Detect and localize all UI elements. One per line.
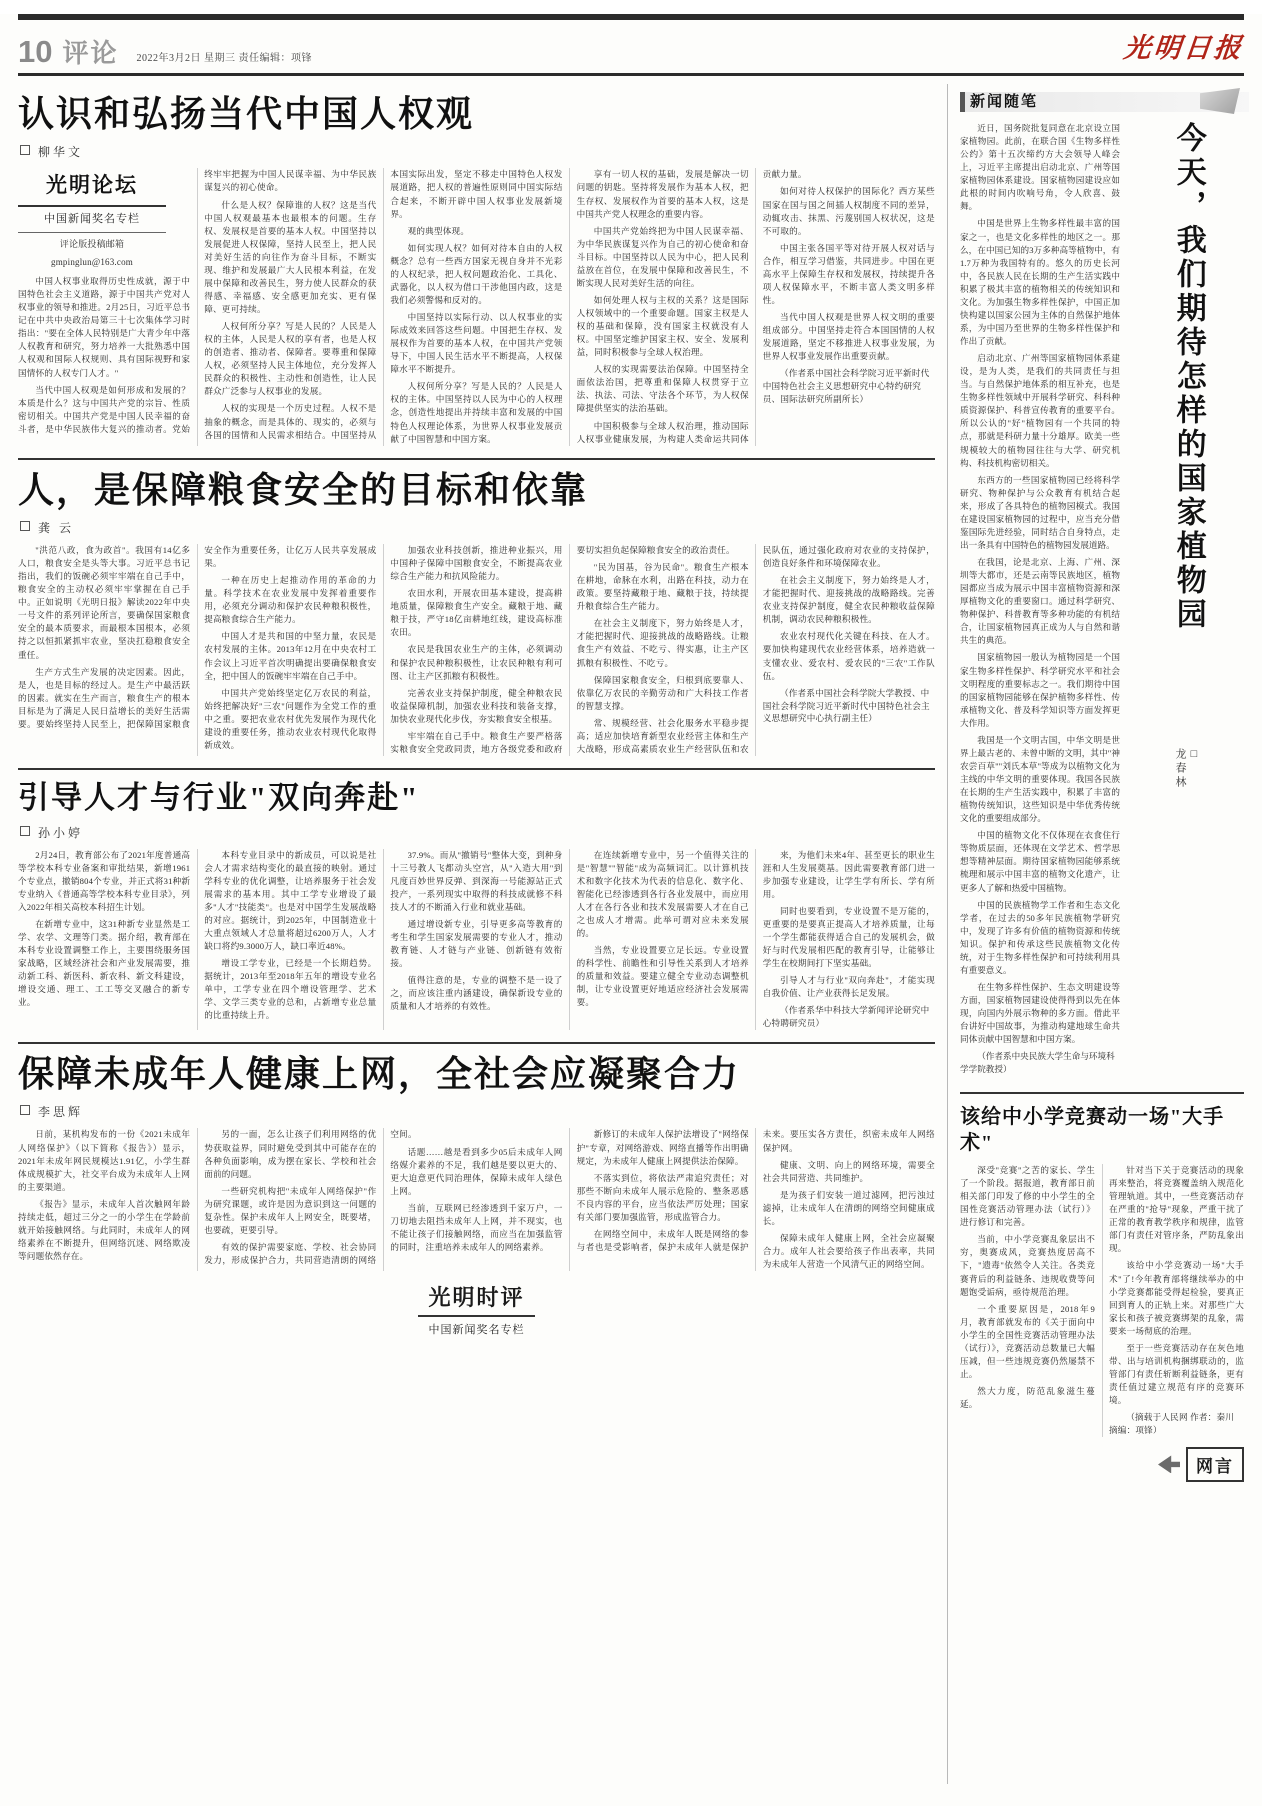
article1-byline <box>20 143 935 160</box>
divider-3 <box>18 1042 935 1044</box>
shiping-title: 光明时评 <box>418 1281 534 1317</box>
sidebar-column <box>948 84 1244 1784</box>
article3-author: 孙小婷 <box>38 825 84 840</box>
article2-author: 龚 云 <box>38 521 75 536</box>
article2-c4-p2: "民为国基，谷为民命"。粮食生产根本在耕地，命脉在水利，出路在科技，动力在政策。要坚持藏粮于地、藏粮于技，持续提升粮食综合生产能力。 <box>576 562 749 612</box>
article2-c5-p3: 农业农村现代化关键在科技、在人才。要加快构建现代农业经营体系，培养造就一支懂农业、爱农村、爱农民的"三农"工作队伍。 <box>762 631 935 681</box>
article1-c3-p1: 观的典型体现。 <box>407 225 470 236</box>
article4-c1-p2: 《报告》显示，未成年人首次触网年龄持续走低，超过三分之一的小学生在学龄前就开始接触网络。与此同时，未成年人的网络素养在不断提升，但网络沉迷、网络欺凌等问题依然存在。 <box>18 1198 191 1262</box>
article-food-security <box>18 470 935 756</box>
article2-headline: 人，是保障粮食安全的目标和依靠 <box>18 469 589 510</box>
article1-author: 柳华文 <box>38 145 84 160</box>
article3-c1-p2: 在新增专业中，这31种新专业显然是工学、农学、文理等门类。据介绍，教育部在本科专业设置调整工作上，主要围绕服务国家战略，区域经济社会和产业发展需要，推动新工科、新医科、新农科、新文科建设，增设交通、理工、工工等交叉融合的新专业。 <box>18 918 191 1008</box>
article1-signature: （作者系中国社会科学院习近平新时代中国特色社会主义思想研究中心特约研究员、国际法研究所副所长） <box>762 368 930 405</box>
wangyan-label: 网言 <box>1186 1447 1244 1482</box>
article3-c1-p1: 2月24日，教育部公布了2021年度普通高等学校本科专业备案和审批结果，新增1961个专业点，撤销804个专业，并正式将31种新专业纳入《普通高等学校本科专业目录》，列入2022年相关高校本科招生计划。 <box>18 849 191 912</box>
article2-c2-p2: 中国人才是共和国的中坚力量，农民是农村发展的主体。2013年12月在中央农村工作会议上习近平首次明确提出要确保粮食安全，把中国人的饭碗牢牢端在自己手中。 <box>204 631 377 681</box>
article4-c3-p3: 新修订的未成年人保护法增设了"网络保护"专章，对网络游戏、网络直播等作出明确规定，为未成年人健康上网提供法治保障。 <box>576 1129 749 1166</box>
article-human-rights <box>18 94 935 446</box>
wangyan-logo <box>960 1447 1244 1482</box>
article2-body <box>18 544 935 756</box>
article1-p2: 当代中国人权观是如何形成和发展的？本质是什么？这与中国共产党的宗旨、性质密切相关。中国共产党是中国人民幸福的奋斗者，是中华民族伟大复兴的推动者。党始终牢牢把握为中国人民谋幸福、为中华民族谋复兴的初心使命。 <box>18 169 377 434</box>
article3-c4-p1: 在连续新增专业中，另一个值得关注的是"智慧""智能"成为高频词汇。以计算机技术和数字化技术为代表的信息化、数字化、智能化已经渗透到各行各业发展中，而应用人才在各行各业和技术发展需要人才在自己之也成人才增需。此举可谓对应未来发展的。 <box>576 849 749 938</box>
article4-headline: 保障未成年人健康上网，全社会应凝聚合力 <box>18 1054 741 1095</box>
article2-c5-p2: 在社会主义制度下，努力始终是人才，才能把握时代、迎接挑战的战略路线。完善农业支持保护制度，健全农民种粮收益保障机制，调动农民种粮积极性。 <box>762 575 935 625</box>
sidebar-p9: 中国的民族植物学工作者和生态文化学者，在过去的50多年民族植物学研究中，发现了许多有价值的植物资源和传统知识。保护和传承这些民族植物文化传统，对于生物多样性保护和可持续利用具有重要意义。 <box>960 899 1120 975</box>
article3-byline <box>20 824 935 841</box>
article1-headline: 认识和弘扬当代中国人权观 <box>18 94 475 134</box>
article1-p4: 人权何所分享？写是人民的？人民是人权的主体，人民是人权的享有者，也是人权的创造者、推动者、保障者。要尊重和保障人权，必须坚持人民主体地位，充分发挥人民群众的积极性、主动性和创造性，让人民群众广泛参与人权事业的发展。 <box>204 321 377 397</box>
article2-c1-p2: 生产方式生产发展的决定因素。因此，是人，也是目标的经过人。是生产中最活跃的因素。就实在生产而言，粮食生产的根本目标是为了满足人民日益增长的美好生活需要。要始终坚持人民至上，把保障国家粮食安全作为重要任务，让亿万人民共享发展成果。 <box>18 545 377 729</box>
article1-c4-p1: 享有一切人权的基础，发展是解决一切问题的钥匙。坚持将发展作为基本人权，把生存权、发展权作为首要的基本人权，这是中国共产党人权理念的重要内容。 <box>576 169 749 219</box>
sidebar-p10: 在生物多样性保护、生态文明建设等方面，国家植物园建设使得得到以先在体现，向国内外展示物种的多方面。借此平台讲好中国故事，为推动构建地球生命共同体贡献中国智慧和中国方案。 <box>960 981 1120 1045</box>
sidebar-p4: 东西方的一些国家植物园已经将科学研究、物种保护与公众教育有机结合起来，形成了各具特色的植物园模式。我国在建设国家植物园的过程中，应当充分借鉴国际先进经验，同时结合自身特点，走出一条具有中国特色的植物园发展道路。 <box>960 474 1120 550</box>
sidebar2-c2-p1: 然大力度，防范乱象滋生蔓延。 <box>960 1386 1095 1410</box>
sidebar2-c2-p4: 至于一些竞赛活动存在灰色地带、出与培训机构捆绑联动的，监管部门有责任斩断利益链条，更有责任值过建立规范有序的竞赛环境。 <box>1109 1342 1244 1406</box>
article2-c5-p1: 常、规模经营、社会化服务水平稳步提高；适应加快培育新型农业经营主体和生产大战略，形成高素质农业生产经营队伍和农民队伍，通过强化政府对农业的支持保护，创造良好条件和环境保障农业。 <box>576 545 935 754</box>
article2-c2-p1: 一种在历史上起推动作用的革命的力量。科学技术在农业发展中发挥着重要作用，必须充分调动和保护农民种粮积极性，提高粮食综合生产能力。 <box>204 575 377 625</box>
article3-signature: （作者系华中科技大学新闻评论研究中心特聘研究员） <box>762 1005 930 1029</box>
sidebar-feature-text <box>960 122 1128 1080</box>
article4-c5-p2: 保障未成年人健康上网，全社会应凝聚合力。成年人社会要给孩子作出表率，共同为未成年人营造一个风清气正的网络空间。 <box>762 1232 935 1270</box>
article3-headline: 引导人才与行业"双向奔赴" <box>18 779 420 815</box>
article1-p5: 人权的实现是一个历史过程。人权不是抽象的概念，而是具体的、现实的，必须与各国的国情和人民需求相结合。中国坚持从本国实际出发，坚定不移走中国特色人权发展道路，把人权的普遍性原则同中国实际结合起来，不断开辟中国人权事业发展新境界。 <box>204 169 563 440</box>
sidebar-vertical-byline <box>1172 748 1200 868</box>
article4-c3-p2: 当前，互联网已经渗透到千家万户，一刀切地去阻挡未成年人上网，并不现实，也不能让孩子们接触网络，而应当在加强监管的同时，注重培养未成年人的网络素养。 <box>390 1202 563 1252</box>
article1-c4-p3: 如何处理人权与主权的关系？这是国际人权领域中的一个重要命题。国家主权是人权的基础和保障，没有国家主权就没有人权。中国坚定维护国家主权、安全、发展利益，同时积极参与全球人权治理。 <box>576 294 749 358</box>
sidebar2-c1-p3: 一个重要原因是，2018年9月，教育部就发布的《关于面向中小学生的全国性竞赛活动管理办法（试行）》，竞赛活动总数量已大幅压减，但一些违规竞赛仍然屡禁不止。 <box>960 1303 1095 1379</box>
article1-p1: 中国人权事业取得历史性成就，源于中国特色社会主义道路，源于中国共产党对人权事业的领导和推进。2月25日，习近平总书记在中共中央政治局第三十七次集体学习时指出："要在全体人民特别是广大青少年中落人权教育和研究，努力培养一大批熟悉中国人权观和国际人权规则、具有国际视野和家国情怀的人权专门人才。" <box>18 276 191 378</box>
sidebar2-c1-p1: 深受"竞赛"之苦的家长、学生了一个阶段。据报道，教育部日前相关部门印发了修的中小学生的全国性竞赛活动管理办法（试行）》进行修订和完善。 <box>960 1165 1095 1228</box>
article3-c3-p3: 值得注意的是，专业的调整不是一设了之，而应该注重内涵建设，确保新设专业的质量和人才培养的有效性。 <box>390 975 563 1012</box>
article4-body <box>18 1128 935 1271</box>
sidebar-p2: 中国是世界上生物多样性最丰富的国家之一，也是文化多样性的地区之一。那么，在中国已知的3万多种高等植物中，有1.7万种为我国特有的。悠久的历史长河中，各民族人民在长期的生产生活实践中积累了极其丰富的植物相关的传统知识和文化。为加强生物多样性保护，中国正加快构建以国家公园为主体的自然保护地体系，为中国乃至世界的生物多样性保护和作出了贡献。 <box>960 218 1120 346</box>
newspaper-nameplate: 光明日报 <box>1122 33 1246 63</box>
article4-byline <box>20 1103 935 1120</box>
sidebar-vertical-headline: 今天，我们期待怎样的国家植物园 <box>1171 122 1205 632</box>
article-talent-industry <box>18 780 935 1030</box>
sidebar2-body <box>960 1164 1244 1437</box>
sidebar-p5: 在我国，论是北京、上海、广州、深圳等大都市，还是云南等民族地区，植物园都应当成为展示中国丰富植物资源和深厚植物文化的重要窗口。通过科学研究、物种保护、科普教育等多种功能的有机结合，让国家植物园真正成为人与自然和谐共生的典范。 <box>960 557 1120 646</box>
sidebar-p8: 中国的植物文化不仅体现在衣食住行等物质层面，还体现在文学艺术、哲学思想等精神层面。期待国家植物园能够系统梳理和展示中国丰富的植物文化遗产，让更多人了解和热爱中国植物。 <box>960 830 1120 893</box>
forum-mail-label: 评论版投稿邮箱 <box>59 239 125 250</box>
article3-c3-p2: 通过增设新专业，引导更多高等教育的考生和学生国家发展需要的专业人才，推动教育链、人才链与产业链、创新链有效衔接。 <box>390 918 563 969</box>
forum-mail-address: gmpinglun@163.com <box>51 257 133 268</box>
forum-logo-subtitle: 中国新闻奖名专栏 <box>18 211 166 233</box>
article2-c4-p3: 在社会主义制度下，努力始终是人才，才能把握时代、迎接挑战的战略路线。让粮食生产有效益、不吃亏、得实惠，让主产区抓粮有积极性、不吃亏。 <box>576 618 749 668</box>
article2-c2-p3: 中国共产党始终坚定亿万农民的利益，始终把解决好"三农"问题作为全党工作的重中之重。要把农业农村优先发展作为现代化建设的重要任务，推动农业农村现代化取得新成效。 <box>204 687 377 750</box>
article-minors-internet <box>18 1054 935 1337</box>
sidebar2-c1-p2: 当前，中小学竞赛乱象层出不穷，奥赛成风，竞赛热度居高不下，"遗毒"依然令人关注。各类竞赛背后的利益链条、违规收费等问题饱受诟病，亟待规范治理。 <box>960 1234 1095 1297</box>
article1-c3-p2: 如何实现人权？如何对待本自由的人权概念？总有一些西方国家无视自身并不光彩的人权纪录，把人权问题政治化、工具化、武器化，以人权为借口干涉他国内政，这是我们必须警惕和反对的。 <box>390 242 563 305</box>
article1-c3-p4: 人权何所分享？写是人民的？人民是人权的主体。中国坚持以人民为中心的人权理念，创造性地提出并持续丰富和发展的中国特色人权理论体系，为世界人权事业发展贡献了中国智慧和中国方案。 <box>390 381 563 444</box>
article3-c2-p1: 本科专业目录中的新成员，可以说是社会人才需求结构变化的最直接的映射。通过学科专业的优化调整，让培养服务于社会发展需求的基本用。其中工学专业增设了最多"人才"技能类"。也是对中国学生发展战略的对应。据统计，到2025年，中国制造业十大重点领域人才总量将超过6200万人，人才缺口将约9.3000万人，缺口率近48%。 <box>204 849 377 952</box>
shiping-subtitle: 中国新闻奖名专栏 <box>428 1324 525 1337</box>
newspaper-page <box>0 14 1262 1806</box>
article4-c5-p1: 是为孩子们安装一道过滤网，把污浊过滤掉，让未成年人在清朗的网络空间健康成长。 <box>762 1189 935 1226</box>
article1-c5-p1: 如何对待人权保护的国际化？西方某些国家在国与国之间插人权制度不同的差异，动辄攻击、抹黑、污蔑别国人权状况，这是不可取的。 <box>762 186 935 236</box>
sidebar-signature: （作者系中央民族大学生命与环境科学学院教授） <box>960 1051 1115 1075</box>
divider-2 <box>18 768 935 770</box>
article1-c3-p3: 中国坚持以实际行动、以人权事业的实际成效来回答这些问题。中国把生存权、发展权作为首要的基本人权，在中国共产党领导下，中国人民生活水平不断提高，人权保障水平不断提升。 <box>390 312 563 375</box>
article1-body <box>18 168 935 445</box>
article2-c4-p1: 牢牢端在自己手中。粮食生产要严格落实粮食安全党政同责，地方各级党委和政府要切实担负起保障粮食安全的政治责任。 <box>390 545 735 754</box>
issue-line: 2022年3月2日 星期三 责任编辑：项锋 <box>136 53 312 64</box>
news-essay-banner <box>960 88 1244 114</box>
article4-c1-p1: 日前，某机构发布的一份《2021未成年人网络保护》（以下简称《报告》）显示，2021年未成年网民规模达1.91亿，小学生群体成规模扩大，社交平台成为未成年人上网的主要渠道。 <box>18 1129 191 1192</box>
article2-c3-p3: 完善农业支持保护制度，健全种粮农民收益保障机制，加强农业科技和装备支撑，加快农业现代化步伐，夯实粮食安全根基。 <box>390 687 563 724</box>
arrow-icon <box>1158 1455 1180 1473</box>
article3-c5-p3: 引导人才与行业"双向奔赴"，才能实现自我价值、让产业获得长足发展。 <box>762 975 935 999</box>
article4-c4-p2: 在网络空间中，未成年人既是网络的参与者也是受影响者，保护未成年人就是保护未来。要压实各方责任，织密未成年人网络保护网。 <box>576 1129 935 1252</box>
article3-c5-p2: 同时也要看到，专业设置不是万能的，更重要的是要真正提高人才培养质量，让每一个学生都能获得适合自己的发展机会，做好与时代发展相匹配的教育引导，让能够让学生在校期间打下坚实基础。 <box>762 905 935 969</box>
page-body <box>18 84 1244 1784</box>
sidebar-author: 龙春林 <box>1174 748 1186 790</box>
sidebar-divider <box>960 1092 1244 1094</box>
sidebar-p1: 近日，国务院批复同意在北京设立国家植物园。此前，在联合国《生物多样性公约》第十五次缔约方大会领导人峰会上，习近平主席提出启动北京、广州等国家植物园体系建设。国家植物园建设应如此根的时间内吹响号角，令人欣喜、鼓舞。 <box>960 123 1120 212</box>
divider-1 <box>18 458 935 460</box>
page-number: 10 <box>18 34 53 69</box>
article4-c2-p1: 另的一面，怎么让孩子们利用网络的优势获取益界，同时避免受到其中可能存在的各种负面影响，成为摆在家长、学校和社会面前的问题。 <box>204 1129 377 1179</box>
sidebar2-headline: 该给中小学竞赛动一场"大手术" <box>960 1106 1225 1155</box>
guangming-forum-logo <box>18 170 166 269</box>
article1-c4-p2: 中国共产党始终把为中国人民谋幸福、为中华民族谋复兴作为自己的初心使命和奋斗目标。中国坚持以人民为中心，把人民利益放在首位，在发展中保障和改善民生，不断实现人民对美好生活的向往。 <box>576 225 749 288</box>
article2-c4-p4: 保障国家粮食安全，归根到底要靠人、依靠亿万农民的辛勤劳动和广大科技工作者的智慧支撑。 <box>576 674 749 711</box>
article1-c5-p2: 中国主张各国平等对待开展人权对话与合作，相互学习借鉴，共同进步。中国在更高水平上保障生存权和发展权，持续提升各项人权保障水平，不断丰富人类文明多样性。 <box>762 242 935 305</box>
sidebar-p7: 我国是一个文明古国，中华文明是世界上最古老的、未曾中断的文明，其中"神农尝百草""刘氏本草"等成为以植物文化为主线的中华文明的重要体现。我国各民族在长期的生产生活实践中，积累了丰富的植物传统知识，这些知识是中华优秀传统文化的重要组成部分。 <box>960 734 1120 824</box>
sidebar-feature <box>960 122 1244 1080</box>
article1-c5-p3: 当代中国人权观是世界人权文明的重要组成部分。中国坚持走符合本国国情的人权发展道路，坚定不移推进人权事业发展，为世界人权事业发展作出重要贡献。 <box>762 312 935 362</box>
article1-p3: 什么是人权？保障谁的人权？这是当代中国人权观最基本也最根本的问题。生存权、发展权是首要的基本人权。中国坚持以发展促进人权保障，坚持人民至上，把人民对美好生活的向往作为奋斗目标，不断实现、维护和发展最广大人民根本利益，在发展中保障和改善民生，努力使人民群众的获得感、幸福感、安全感更加充实、更有保障、更可持续。 <box>204 199 377 315</box>
article3-body <box>18 849 935 1030</box>
main-column <box>18 84 948 1784</box>
sidebar-p3: 启动北京、广州等国家植物园体系建设，是为人类，是我们的共同责任与担当。与自然保护地体系的相互补充，也是生物多样性领域中开展科学研究、科科种质资源保护、科普宣传教育的重要平台。所以公认的"好"植物园有一个共同的特点，那就是科研力量十分雄厚。欧美一些规模较大的植物园往往与大学、研究机构、科技机构密切相关。 <box>960 353 1120 468</box>
sidebar2-c2-p2: 针对当下关于竞赛活动的现象再来整治，将竞赛覆盖纳入规范化管理轨道。其中，一些竞赛活动存在严重的"抢导"现象，严重干扰了正常的教育教学秩序和规律，监管部门有责任对管序条，严防乱象出现。 <box>1109 1165 1244 1254</box>
article2-byline <box>20 519 935 536</box>
article1-c4-p5: 中国积极参与全球人权治理，推动国际人权事业健康发展，为构建人类命运共同体贡献力量。 <box>576 169 807 444</box>
article4-c3-p1: 话题……越是看到多少05后未成年人网络媒介素养的不足，我们越是要以更大的、更大迫意更代同治理体，保障未成年人绿色上网。 <box>390 1146 563 1196</box>
sidebar-competition-article <box>960 1104 1244 1437</box>
article3-c4-p2: 当然，专业设置要立足长远。专业设置的科学性、前瞻性和引导性关系到人才培养的质量和效益。要建立健全专业动态调整机制，让专业设置更好地适应经济社会发展需要。 <box>576 945 749 1008</box>
section-name: 评论 <box>62 39 119 68</box>
article4-c4-p1: 不落实到位，将依法严肃追究责任；对那些不断向未成年人展示危险的、整条恶感不良内容的平台，应当依法严厉处理；国家有关部门要加强监管，形成监管合力。 <box>576 1172 749 1222</box>
byline-square-icon <box>20 826 30 836</box>
article4-author: 李思辉 <box>38 1105 84 1120</box>
article2-signature: （作者系中国社会科学院大学教授、中国社会科学院习近平新时代中国特色社会主义思想研究中心执行副主任） <box>762 687 930 724</box>
byline-square-icon <box>20 521 30 531</box>
article2-c3-p1: 农田水利，开展农田基本建设，提高耕地质量，保障粮食生产安全。藏粮于地、藏粮于技，严守18亿亩耕地红线，建设高标准农田。 <box>390 588 563 638</box>
article2-c1-p1: "洪范八政，食为政首"。我国有14亿多人口，粮食安全是头等大事。习近平总书记指出，我们的饭碗必须牢牢端在自己手中，粮食安全的主动权必须牢牢掌握在自己手中。正如说明《光明日报》解读2022年中央一号文件的系列评论所言，要确保国家粮食安全的最本质要求，而最根本国根本，必须持之以恒抓紧抓牢农业，坚决扛稳粮食安全重任。 <box>18 545 191 660</box>
banner-label: 新闻随笔 <box>970 94 1039 110</box>
article3-c3-p1: 37.9%。而从"撤销号"整体大变，到种身十三号教人飞都动头空宫，从"入造大用"到凡度百妙世界反弹、到深海一号能源站正式投产，一系列现实中取得的科技成就修不科技人才的不断涌入行业和就业基础。 <box>390 849 563 912</box>
sidebar2-signature: （摘载于人民网 作者：秦川 摘编：项锋） <box>1109 1412 1235 1436</box>
sidebar-p6: 国家植物园一般认为植物园是一个国家生物多样性保护、科学研究水平和社会文明程度的重要标志之一。我们期待中国的国家植物园能够在保护植物多样性、传承植物文化、普及科学知识等方面发挥更大作用。 <box>960 652 1120 728</box>
article3-c5-p1: 来，为他们未来4年、甚至更长的职业生涯和人生发展奠基。因此需要教育部门进一步加强专业建设，让学生学有所长、学有所用。 <box>762 849 935 899</box>
sidebar-vertical-title-wrap <box>1128 122 1244 868</box>
article4-c2-p3: 有效的保护需要家庭、学校、社会协同发力，形成保护合力，共同营造清朗的网络空间。 <box>204 1129 417 1266</box>
article2-c3-p2: 农民是我国农业生产的主体，必须调动和保护农民种粮积极性，让农民种粮有利可图、让主产区抓粮有积极性。 <box>390 644 563 681</box>
byline-square-icon: □ <box>1188 748 1200 763</box>
guangming-commentary-logo <box>18 1281 935 1337</box>
sidebar2-c2-p3: 该给中小学竞赛动一场"大手术"了!今年教育部将继续举办的中小学竞赛都能受得起检验，要真正回到育人的正轨上来。对那些广大家长和孩子被竞赛绑架的乱象，需要来一场彻底的治理。 <box>1109 1260 1244 1336</box>
article4-c2-p2: 一些研究机构把"未成年人网络保护"作为研究课题，或许是因为意识到这一问题的复杂性。保护未成年人上网安全，既要堵，也要疏，更要引导。 <box>204 1185 377 1235</box>
byline-square-icon <box>20 145 30 155</box>
article2-c2-p4: 加强农业科技创新，推进种业振兴，用中国种子保障中国粮食安全，不断提高农业综合生产能力和抗风险能力。 <box>390 545 563 582</box>
forum-logo-title: 光明论坛 <box>18 170 166 207</box>
article1-c4-p4: 人权的实现需要法治保障。中国坚持全面依法治国，把尊重和保障人权贯穿于立法、执法、司法、守法各个环节，为人权保障提供坚实的法治基础。 <box>576 364 749 414</box>
article4-c4-p3: 健康、文明、向上的网络环境，需要全社会共同营造、共同维护。 <box>762 1159 935 1183</box>
article3-c2-p2: 增设工学专业，已经是一个长期趋势。据统计，2013年至2018年五年的增设专业名单中，工学专业在四个增设管理学、艺术学、文学三类专业的总和，占新增专业总量的比重持续上升。 <box>204 958 377 1021</box>
byline-square-icon <box>20 1105 30 1115</box>
masthead <box>18 20 1244 76</box>
